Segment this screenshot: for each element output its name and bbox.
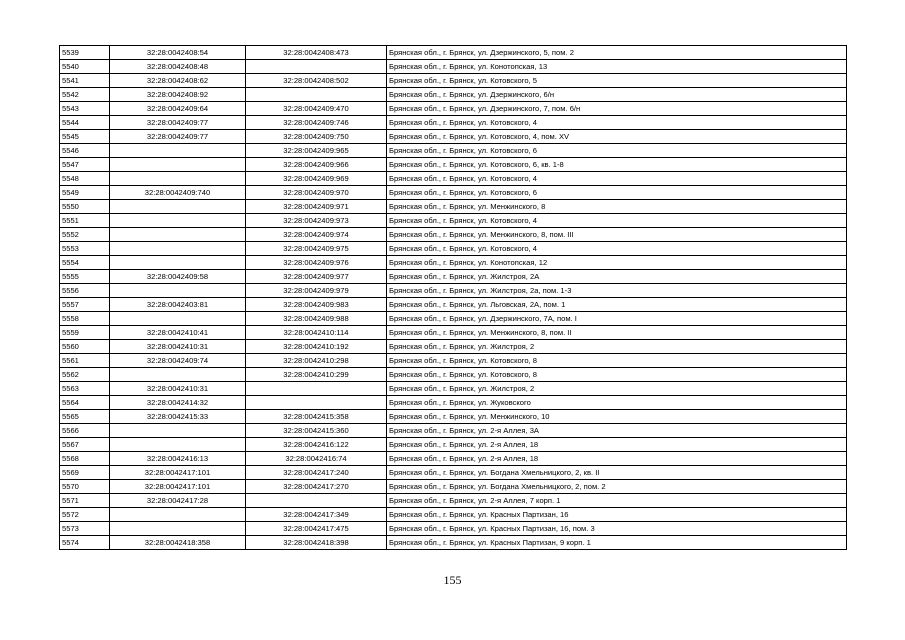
row-number-cell: 5559 xyxy=(60,326,110,340)
row-number-cell: 5557 xyxy=(60,298,110,312)
table-row xyxy=(60,382,847,396)
table-row xyxy=(60,116,847,130)
cadastral-number-cell xyxy=(110,242,246,256)
object-cadastral-number-cell: 32:28:0042416:74 xyxy=(246,452,387,466)
row-number-cell: 5552 xyxy=(60,228,110,242)
address-cell: Брянская обл., г. Брянск, ул. Жилстроя, 2а, пом. 1-3 xyxy=(387,284,847,298)
table-row xyxy=(60,46,847,60)
cadastral-number-cell: 32:28:0042415:33 xyxy=(110,410,246,424)
table-row xyxy=(60,214,847,228)
address-cell: Брянская обл., г. Брянск, ул. Жилстроя, 2 xyxy=(387,382,847,396)
object-cadastral-number-cell: 32:28:0042409:750 xyxy=(246,130,387,144)
cadastral-number-cell: 32:28:0042410:31 xyxy=(110,340,246,354)
cadastral-number-cell: 32:28:0042409:740 xyxy=(110,186,246,200)
row-number-cell: 5555 xyxy=(60,270,110,284)
object-cadastral-number-cell: 32:28:0042409:470 xyxy=(246,102,387,116)
table-row xyxy=(60,284,847,298)
address-cell: Брянская обл., г. Брянск, ул. Менжинского, 8, пом. III xyxy=(387,228,847,242)
address-cell: Брянская обл., г. Брянск, ул. Богдана Хмельницкого, 2, пом. 2 xyxy=(387,480,847,494)
row-number-cell: 5572 xyxy=(60,508,110,522)
address-cell: Брянская обл., г. Брянск, ул. Льговская, 2А, пом. 1 xyxy=(387,298,847,312)
row-number-cell: 5548 xyxy=(60,172,110,186)
object-cadastral-number-cell: 32:28:0042409:970 xyxy=(246,186,387,200)
object-cadastral-number-cell: 32:28:0042409:975 xyxy=(246,242,387,256)
object-cadastral-number-cell: 32:28:0042409:988 xyxy=(246,312,387,326)
row-number-cell: 5553 xyxy=(60,242,110,256)
address-cell: Брянская обл., г. Брянск, ул. Котовского, 8 xyxy=(387,368,847,382)
table-row xyxy=(60,130,847,144)
table-row xyxy=(60,466,847,480)
table-body xyxy=(60,46,847,550)
row-number-cell: 5541 xyxy=(60,74,110,88)
cadastral-number-cell: 32:28:0042409:58 xyxy=(110,270,246,284)
row-number-cell: 5564 xyxy=(60,396,110,410)
row-number-cell: 5565 xyxy=(60,410,110,424)
row-number-cell: 5550 xyxy=(60,200,110,214)
cadastral-number-cell: 32:28:0042409:77 xyxy=(110,130,246,144)
row-number-cell: 5571 xyxy=(60,494,110,508)
row-number-cell: 5558 xyxy=(60,312,110,326)
table-row xyxy=(60,144,847,158)
cadastral-number-cell xyxy=(110,144,246,158)
cadastral-number-cell: 32:28:0042410:41 xyxy=(110,326,246,340)
object-cadastral-number-cell xyxy=(246,60,387,74)
cadastral-number-cell xyxy=(110,228,246,242)
row-number-cell: 5547 xyxy=(60,158,110,172)
address-cell: Брянская обл., г. Брянск, ул. Жилстроя, 2 xyxy=(387,340,847,354)
table-row xyxy=(60,256,847,270)
address-cell: Брянская обл., г. Брянск, ул. 2-я Аллея, 3А xyxy=(387,424,847,438)
table-row xyxy=(60,172,847,186)
table-row xyxy=(60,88,847,102)
table-row xyxy=(60,340,847,354)
row-number-cell: 5540 xyxy=(60,60,110,74)
cadastral-number-cell xyxy=(110,256,246,270)
row-number-cell: 5568 xyxy=(60,452,110,466)
page-number: 155 xyxy=(443,573,462,587)
table-row xyxy=(60,410,847,424)
cadastral-number-cell xyxy=(110,158,246,172)
object-cadastral-number-cell: 32:28:0042416:122 xyxy=(246,438,387,452)
row-number-cell: 5574 xyxy=(60,536,110,550)
table-row xyxy=(60,452,847,466)
table-row xyxy=(60,186,847,200)
table-row xyxy=(60,298,847,312)
object-cadastral-number-cell: 32:28:0042418:398 xyxy=(246,536,387,550)
cadastral-number-cell xyxy=(110,284,246,298)
address-cell: Брянская обл., г. Брянск, ул. 2-я Аллея, 18 xyxy=(387,438,847,452)
cadastral-number-cell: 32:28:0042408:62 xyxy=(110,74,246,88)
object-cadastral-number-cell: 32:28:0042417:475 xyxy=(246,522,387,536)
object-cadastral-number-cell: 32:28:0042417:349 xyxy=(246,508,387,522)
table-row xyxy=(60,312,847,326)
row-number-cell: 5554 xyxy=(60,256,110,270)
object-cadastral-number-cell: 32:28:0042417:270 xyxy=(246,480,387,494)
address-cell: Брянская обл., г. Брянск, ул. Дзержинского, 7А, пом. I xyxy=(387,312,847,326)
address-cell: Брянская обл., г. Брянск, ул. Жуковского xyxy=(387,396,847,410)
address-cell: Брянская обл., г. Брянск, ул. Котовского, 6, кв. 1-8 xyxy=(387,158,847,172)
object-cadastral-number-cell: 32:28:0042410:299 xyxy=(246,368,387,382)
address-cell: Брянская обл., г. Брянск, ул. Котовского, 4 xyxy=(387,214,847,228)
row-number-cell: 5544 xyxy=(60,116,110,130)
cadastral-number-cell: 32:28:0042409:64 xyxy=(110,102,246,116)
cadastral-number-cell xyxy=(110,522,246,536)
address-cell: Брянская обл., г. Брянск, ул. Красных Партизан, 16, пом. 3 xyxy=(387,522,847,536)
cadastral-number-cell xyxy=(110,214,246,228)
address-cell: Брянская обл., г. Брянск, ул. Котовского, 4, пом. XV xyxy=(387,130,847,144)
address-cell: Брянская обл., г. Брянск, ул. Менжинского, 8 xyxy=(387,200,847,214)
row-number-cell: 5549 xyxy=(60,186,110,200)
object-cadastral-number-cell: 32:28:0042409:979 xyxy=(246,284,387,298)
table-row xyxy=(60,326,847,340)
object-cadastral-number-cell: 32:28:0042409:973 xyxy=(246,214,387,228)
object-cadastral-number-cell: 32:28:0042408:502 xyxy=(246,74,387,88)
row-number-cell: 5562 xyxy=(60,368,110,382)
table-row xyxy=(60,424,847,438)
cadastral-number-cell xyxy=(110,438,246,452)
row-number-cell: 5542 xyxy=(60,88,110,102)
cadastral-number-cell: 32:28:0042417:101 xyxy=(110,480,246,494)
cadastral-number-cell xyxy=(110,424,246,438)
cadastral-number-cell xyxy=(110,508,246,522)
address-cell: Брянская обл., г. Брянск, ул. Котовского, 4 xyxy=(387,116,847,130)
cadastral-registry-table xyxy=(59,45,847,550)
cadastral-number-cell: 32:28:0042409:77 xyxy=(110,116,246,130)
table-row xyxy=(60,60,847,74)
address-cell: Брянская обл., г. Брянск, ул. Менжинского, 10 xyxy=(387,410,847,424)
address-cell: Брянская обл., г. Брянск, ул. 2-я Аллея, 7 корп. 1 xyxy=(387,494,847,508)
object-cadastral-number-cell: 32:28:0042415:360 xyxy=(246,424,387,438)
cadastral-number-cell: 32:28:0042409:74 xyxy=(110,354,246,368)
object-cadastral-number-cell: 32:28:0042410:298 xyxy=(246,354,387,368)
cadastral-number-cell: 32:28:0042408:54 xyxy=(110,46,246,60)
object-cadastral-number-cell: 32:28:0042408:473 xyxy=(246,46,387,60)
address-cell: Брянская обл., г. Брянск, ул. Богдана Хмельницкого, 2, кв. II xyxy=(387,466,847,480)
row-number-cell: 5539 xyxy=(60,46,110,60)
address-cell: Брянская обл., г. Брянск, ул. Котовского, 8 xyxy=(387,354,847,368)
table-row xyxy=(60,494,847,508)
table-row xyxy=(60,354,847,368)
address-cell: Брянская обл., г. Брянск, ул. Котовского, 4 xyxy=(387,172,847,186)
table-row xyxy=(60,536,847,550)
address-cell: Брянская обл., г. Брянск, ул. Котовского, 5 xyxy=(387,74,847,88)
cadastral-number-cell xyxy=(110,200,246,214)
address-cell: Брянская обл., г. Брянск, ул. Котовского, 4 xyxy=(387,242,847,256)
address-cell: Брянская обл., г. Брянск, ул. Конотопская, 13 xyxy=(387,60,847,74)
cadastral-number-cell xyxy=(110,312,246,326)
object-cadastral-number-cell: 32:28:0042409:976 xyxy=(246,256,387,270)
address-cell: Брянская обл., г. Брянск, ул. Красных Партизан, 9 корп. 1 xyxy=(387,536,847,550)
object-cadastral-number-cell: 32:28:0042409:969 xyxy=(246,172,387,186)
row-number-cell: 5566 xyxy=(60,424,110,438)
object-cadastral-number-cell: 32:28:0042410:114 xyxy=(246,326,387,340)
table-row xyxy=(60,522,847,536)
cadastral-number-cell: 32:28:0042403:81 xyxy=(110,298,246,312)
row-number-cell: 5546 xyxy=(60,144,110,158)
address-cell: Брянская обл., г. Брянск, ул. Жилстроя, 2А xyxy=(387,270,847,284)
row-number-cell: 5569 xyxy=(60,466,110,480)
object-cadastral-number-cell: 32:28:0042409:966 xyxy=(246,158,387,172)
address-cell: Брянская обл., г. Брянск, ул. Конотопская, 12 xyxy=(387,256,847,270)
table-row xyxy=(60,480,847,494)
address-cell: Брянская обл., г. Брянск, ул. Котовского, 6 xyxy=(387,186,847,200)
cadastral-number-cell xyxy=(110,368,246,382)
row-number-cell: 5573 xyxy=(60,522,110,536)
table-row xyxy=(60,508,847,522)
row-number-cell: 5560 xyxy=(60,340,110,354)
object-cadastral-number-cell: 32:28:0042409:746 xyxy=(246,116,387,130)
row-number-cell: 5545 xyxy=(60,130,110,144)
object-cadastral-number-cell xyxy=(246,382,387,396)
table-row xyxy=(60,368,847,382)
object-cadastral-number-cell: 32:28:0042409:977 xyxy=(246,270,387,284)
object-cadastral-number-cell: 32:28:0042417:240 xyxy=(246,466,387,480)
object-cadastral-number-cell xyxy=(246,396,387,410)
cadastral-number-cell: 32:28:0042408:48 xyxy=(110,60,246,74)
object-cadastral-number-cell: 32:28:0042409:965 xyxy=(246,144,387,158)
table-row xyxy=(60,438,847,452)
address-cell: Брянская обл., г. Брянск, ул. Дзержинского, 5, пом. 2 xyxy=(387,46,847,60)
object-cadastral-number-cell: 32:28:0042410:192 xyxy=(246,340,387,354)
object-cadastral-number-cell: 32:28:0042415:358 xyxy=(246,410,387,424)
table-row xyxy=(60,158,847,172)
table-row xyxy=(60,396,847,410)
row-number-cell: 5543 xyxy=(60,102,110,116)
table-row xyxy=(60,228,847,242)
cadastral-number-cell: 32:28:0042416:13 xyxy=(110,452,246,466)
object-cadastral-number-cell: 32:28:0042409:983 xyxy=(246,298,387,312)
object-cadastral-number-cell xyxy=(246,88,387,102)
row-number-cell: 5551 xyxy=(60,214,110,228)
address-cell: Брянская обл., г. Брянск, ул. Котовского, 6 xyxy=(387,144,847,158)
address-cell: Брянская обл., г. Брянск, ул. Менжинского, 8, пом. II xyxy=(387,326,847,340)
row-number-cell: 5570 xyxy=(60,480,110,494)
table-row xyxy=(60,242,847,256)
address-cell: Брянская обл., г. Брянск, ул. 2-я Аллея, 18 xyxy=(387,452,847,466)
table-row xyxy=(60,200,847,214)
address-cell: Брянская обл., г. Брянск, ул. Красных Партизан, 16 xyxy=(387,508,847,522)
object-cadastral-number-cell: 32:28:0042409:971 xyxy=(246,200,387,214)
row-number-cell: 5567 xyxy=(60,438,110,452)
cadastral-number-cell: 32:28:0042414:32 xyxy=(110,396,246,410)
row-number-cell: 5561 xyxy=(60,354,110,368)
row-number-cell: 5556 xyxy=(60,284,110,298)
cadastral-number-cell: 32:28:0042410:31 xyxy=(110,382,246,396)
table-row xyxy=(60,102,847,116)
cadastral-number-cell: 32:28:0042417:28 xyxy=(110,494,246,508)
cadastral-number-cell: 32:28:0042408:92 xyxy=(110,88,246,102)
cadastral-number-cell: 32:28:0042417:101 xyxy=(110,466,246,480)
cadastral-number-cell xyxy=(110,172,246,186)
address-cell: Брянская обл., г. Брянск, ул. Дзержинского, 6/н xyxy=(387,88,847,102)
object-cadastral-number-cell xyxy=(246,494,387,508)
cadastral-number-cell: 32:28:0042418:358 xyxy=(110,536,246,550)
object-cadastral-number-cell: 32:28:0042409:974 xyxy=(246,228,387,242)
row-number-cell: 5563 xyxy=(60,382,110,396)
table-row xyxy=(60,270,847,284)
address-cell: Брянская обл., г. Брянск, ул. Дзержинского, 7, пом. 6/н xyxy=(387,102,847,116)
table-row xyxy=(60,74,847,88)
